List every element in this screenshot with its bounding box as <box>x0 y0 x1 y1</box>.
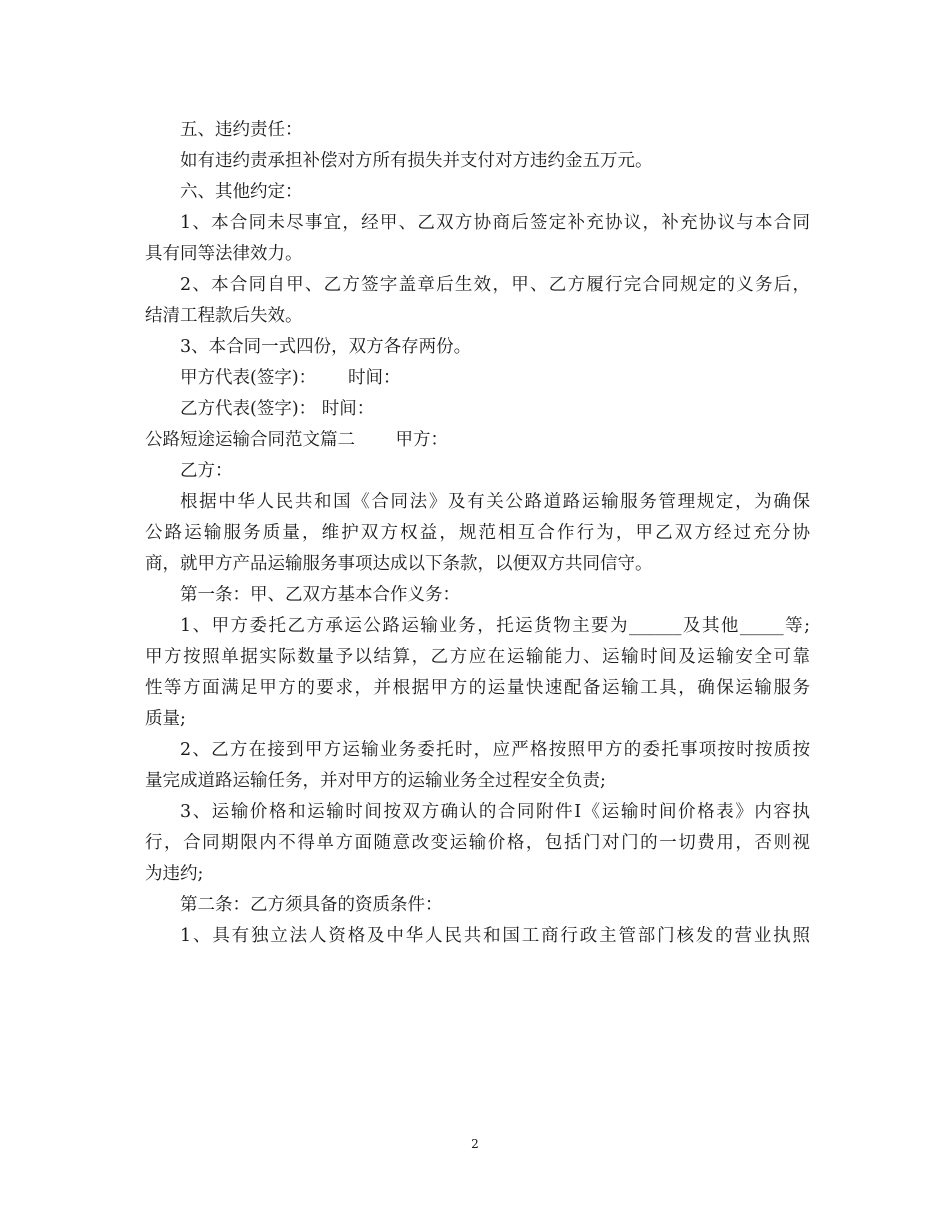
text-line: 性等方面满足甲方的要求，并根据甲方的运量快速配备运输工具，确保运输服务 <box>145 678 810 698</box>
text-line: 行，合同期限内不得单方面随意改变运输价格，包括门对门的一切费用，否则视 <box>145 833 810 853</box>
text-line: 六、其他约定： <box>180 182 303 202</box>
text-line: 3、运输价格和运输时间按双方确认的合同附件Ⅰ《运输时间价格表》内容执 <box>180 802 810 822</box>
text-line: 五、违约责任： <box>180 120 303 140</box>
text-line: 公路短途运输合同范文篇二 甲方： <box>145 430 449 450</box>
text-line: 乙方： <box>180 461 233 481</box>
text-line: 商，就甲方产品运输服务事项达成以下条款，以便双方共同信守。 <box>145 554 653 574</box>
text-line: 2、本合同自甲、乙方签字盖章后生效，甲、乙方履行完合同规定的义务后， <box>180 275 810 295</box>
text-line: 量完成道路运输任务，并对甲方的运输业务全过程安全负责; <box>145 771 606 791</box>
text-line: 为违约; <box>145 864 204 884</box>
text-line: 如有违约责承担补偿对方所有损失并支付对方违约金五万元。 <box>180 151 653 171</box>
text-line: 第一条：甲、乙双方基本合作义务： <box>180 585 460 605</box>
text-line: 结清工程款后失效。 <box>145 306 303 326</box>
text-line: 3、本合同一式四份，双方各存两份。 <box>180 337 472 357</box>
text-line: 质量; <box>145 709 186 729</box>
text-line: 甲方按照单据实际数量予以结算，乙方应在运输能力、运输时间及运输安全可靠 <box>145 647 810 667</box>
text-line: 1、甲方委托乙方承运公路运输业务，托运货物主要为______及其他_____等; <box>180 616 810 636</box>
text-line: 根据中华人民共和国《合同法》及有关公路道路运输服务管理规定，为确保 <box>180 492 810 512</box>
text-line: 公路运输服务质量，维护双方权益，规范相互合作行为，甲乙双方经过充分协 <box>145 523 810 543</box>
document-body <box>145 115 810 952</box>
text-line: 甲方代表(签字)： 时间： <box>180 368 401 388</box>
page-number: 2 <box>471 1137 479 1151</box>
text-line: 1、本合同未尽事宜，经甲、乙双方协商后签定补充协议，补充协议与本合同 <box>180 213 810 233</box>
text-line: 乙方代表(签字)： 时间： <box>180 399 375 419</box>
text-line: 2、乙方在接到甲方运输业务委托时，应严格按照甲方的委托事项按时按质按 <box>180 740 810 760</box>
text-line: 第二条：乙方须具备的资质条件： <box>180 895 443 915</box>
text-line: 具有同等法律效力。 <box>145 244 303 264</box>
text-line: 1、具有独立法人资格及中华人民共和国工商行政主管部门核发的营业执照 <box>180 926 810 946</box>
